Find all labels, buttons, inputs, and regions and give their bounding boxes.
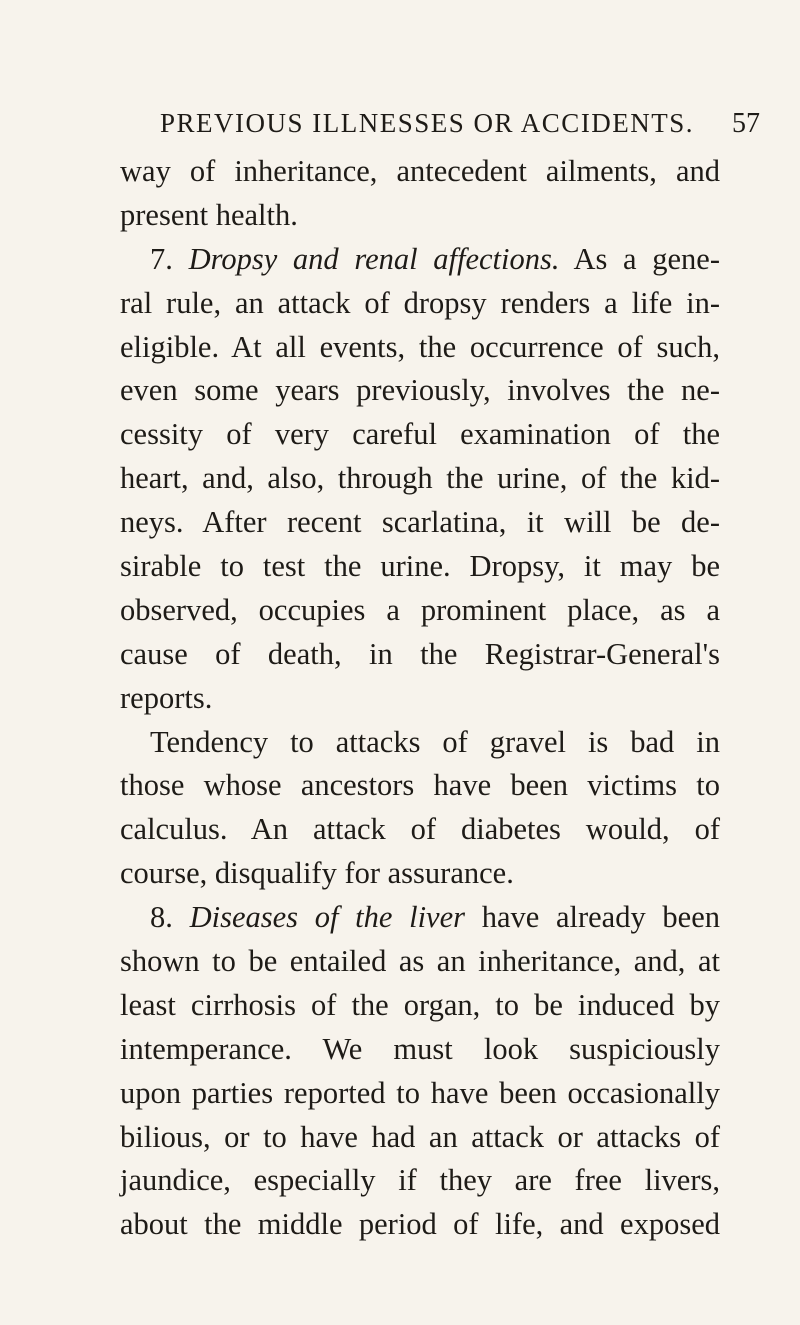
- text-line: bilious, or to have had an attack or attacks of: [120, 1119, 720, 1154]
- text-line: present health.: [120, 197, 298, 232]
- body-text: [120, 150, 720, 1247]
- text-line: those whose ancestors have been victims to: [120, 768, 720, 803]
- text-line: about the middle period of life, and exposed: [120, 1207, 720, 1242]
- section-text: As a gene-: [573, 241, 721, 276]
- section-text: have already been: [481, 900, 720, 935]
- text-line: heart, and, also, through the urine, of the kid-: [120, 461, 720, 496]
- text-line: observed, occupies a prominent place, as a: [120, 592, 720, 627]
- text-line: sirable to test the urine. Dropsy, it may be: [120, 549, 720, 584]
- text-line: reports.: [120, 680, 213, 715]
- section-number: 8.: [150, 900, 173, 935]
- section-number: 7.: [150, 241, 173, 276]
- text-line: intemperance. We must look suspiciously: [120, 1031, 720, 1066]
- section-title: Diseases of the liver: [189, 900, 465, 935]
- section-heading-line: [120, 238, 720, 282]
- running-title: PREVIOUS ILLNESSES OR ACCIDENTS.: [160, 108, 695, 138]
- text-line: Tendency to attacks of gravel is bad in: [150, 724, 720, 759]
- text-line: cessity of very careful examination of the: [120, 417, 720, 452]
- text-line: shown to be entailed as an inheritance, and, at: [120, 944, 720, 979]
- text-line: least cirrhosis of the organ, to be induced by: [120, 987, 720, 1022]
- text-line: cause of death, in the Registrar-General's: [120, 636, 720, 671]
- text-line: jaundice, especially if they are free livers,: [120, 1163, 720, 1198]
- text-line: ral rule, an attack of dropsy renders a life in-: [120, 285, 720, 320]
- text-line: even some years previously, involves the ne-: [120, 373, 720, 408]
- page-number: 57: [732, 108, 760, 139]
- text-line: upon parties reported to have been occasionally: [120, 1075, 720, 1110]
- text-line: eligible. At all events, the occurrence of such,: [120, 329, 720, 364]
- text-line: course, disqualify for assurance.: [120, 856, 514, 891]
- section-title: Dropsy and renal affections.: [188, 241, 560, 276]
- text-line: neys. After recent scarlatina, it will be de-: [120, 505, 720, 540]
- text-line: way of inheritance, antecedent ailments, and: [120, 154, 720, 188]
- text-line: calculus. An attack of diabetes would, of: [120, 812, 720, 847]
- running-header: [160, 108, 760, 148]
- section-heading-line: [120, 896, 720, 940]
